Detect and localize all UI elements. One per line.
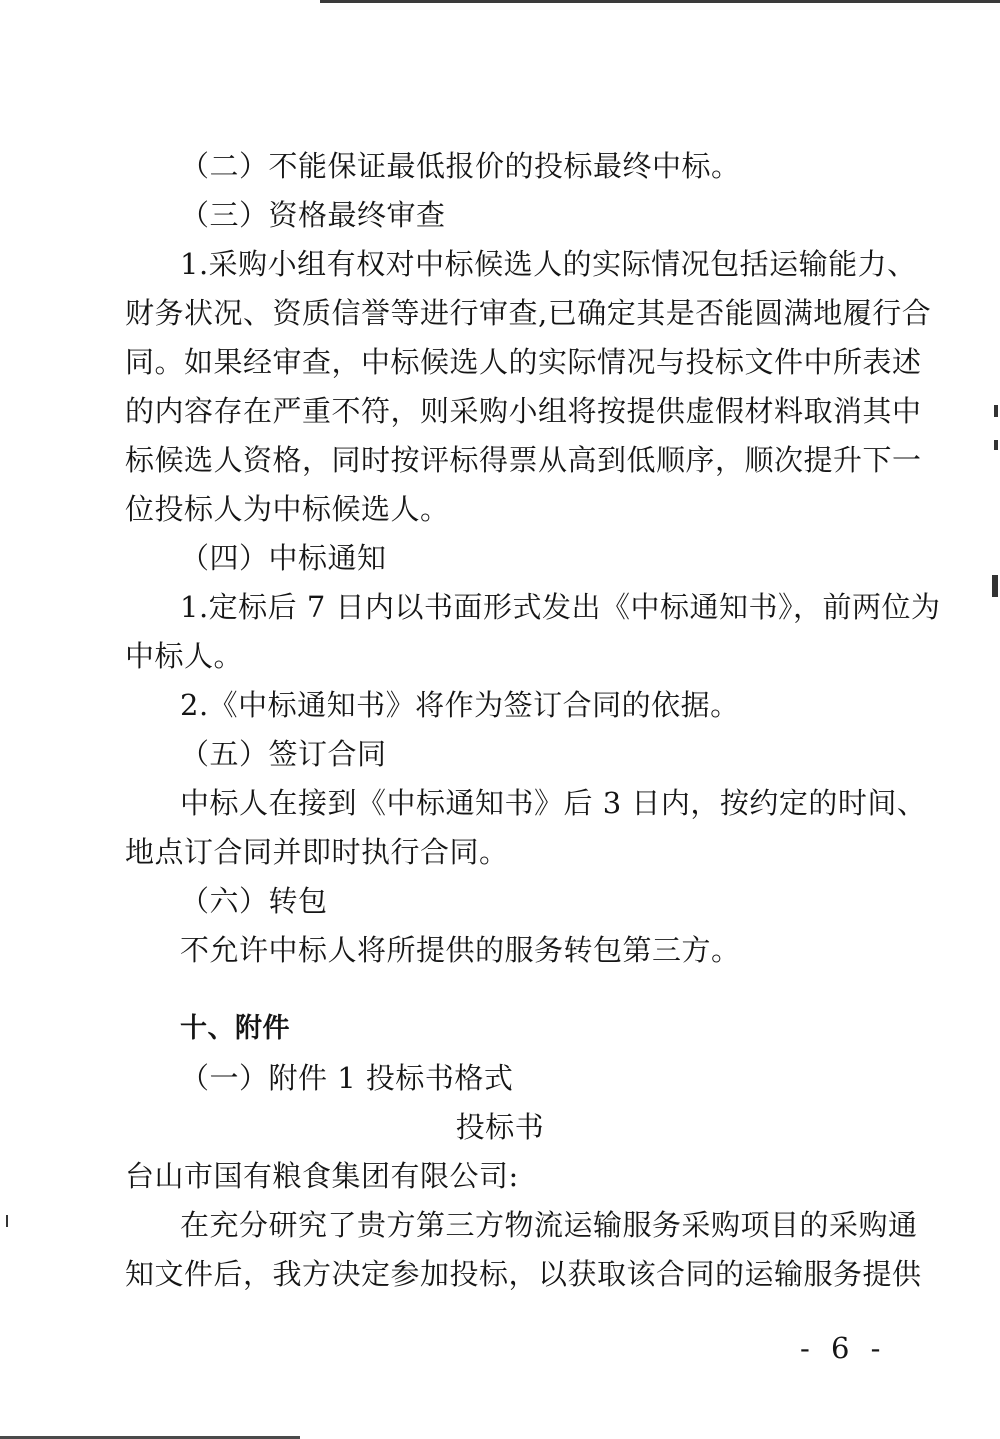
paragraph-line: 知文件后，我方决定参加投标，以获取该合同的运输服务提供 [125,1257,922,1291]
paragraph-line: 中标人在接到《中标通知书》后 3 日内，按约定的时间、 [180,786,927,820]
attachment-1-heading: （一）附件 1 投标书格式 [180,1061,514,1095]
scan-mark [992,575,998,597]
bid-document-title: 投标书 [455,1110,545,1144]
paragraph-line: 地点订合同并即时执行合同。 [125,835,509,869]
section-6-heading: （六）转包 [180,884,328,918]
paragraph-line: 位投标人为中标候选人。 [125,492,450,526]
scan-border-top [320,0,1000,3]
paragraph-line: 1.采购小组有权对中标候选人的实际情况包括运输能力、 [180,247,917,281]
paragraph-line: 中标人。 [125,639,244,673]
paragraph-line: 在充分研究了贵方第三方物流运输服务采购项目的采购通 [180,1208,918,1242]
section-5-heading: （五）签订合同 [180,737,387,771]
paragraph-line: 财务状况、资质信誉等进行审查,已确定其是否能圆满地履行合 [125,296,932,330]
paragraph-line: 1.定标后 7 日内以书面形式发出《中标通知书》，前两位为 [180,590,941,624]
section-10-heading: 十、附件 [180,1013,290,1044]
paragraph-line: 2.《中标通知书》将作为签订合同的依据。 [180,688,740,722]
scan-mark [994,440,998,450]
addressee-line: 台山市国有粮食集团有限公司: [125,1159,519,1193]
paragraph-line: 的内容存在严重不符，则采购小组将按提供虚假材料取消其中 [125,394,922,428]
paragraph-line: 不允许中标人将所提供的服务转包第三方。 [180,933,741,967]
scan-mark [994,405,998,417]
paragraph-line: 标候选人资格，同时按评标得票从高到低顺序，顺次提升下一 [125,443,922,477]
section-4-heading: （四）中标通知 [180,541,387,575]
section-3-heading: （三）资格最终审查 [180,198,446,232]
paragraph-line: 同。如果经审查，中标候选人的实际情况与投标文件中所表述 [125,345,922,379]
scan-mark [6,1215,8,1227]
page-number: - 6 - [800,1331,887,1365]
clause-2-no-lowest-price: （二）不能保证最低报价的投标最终中标。 [180,149,741,183]
